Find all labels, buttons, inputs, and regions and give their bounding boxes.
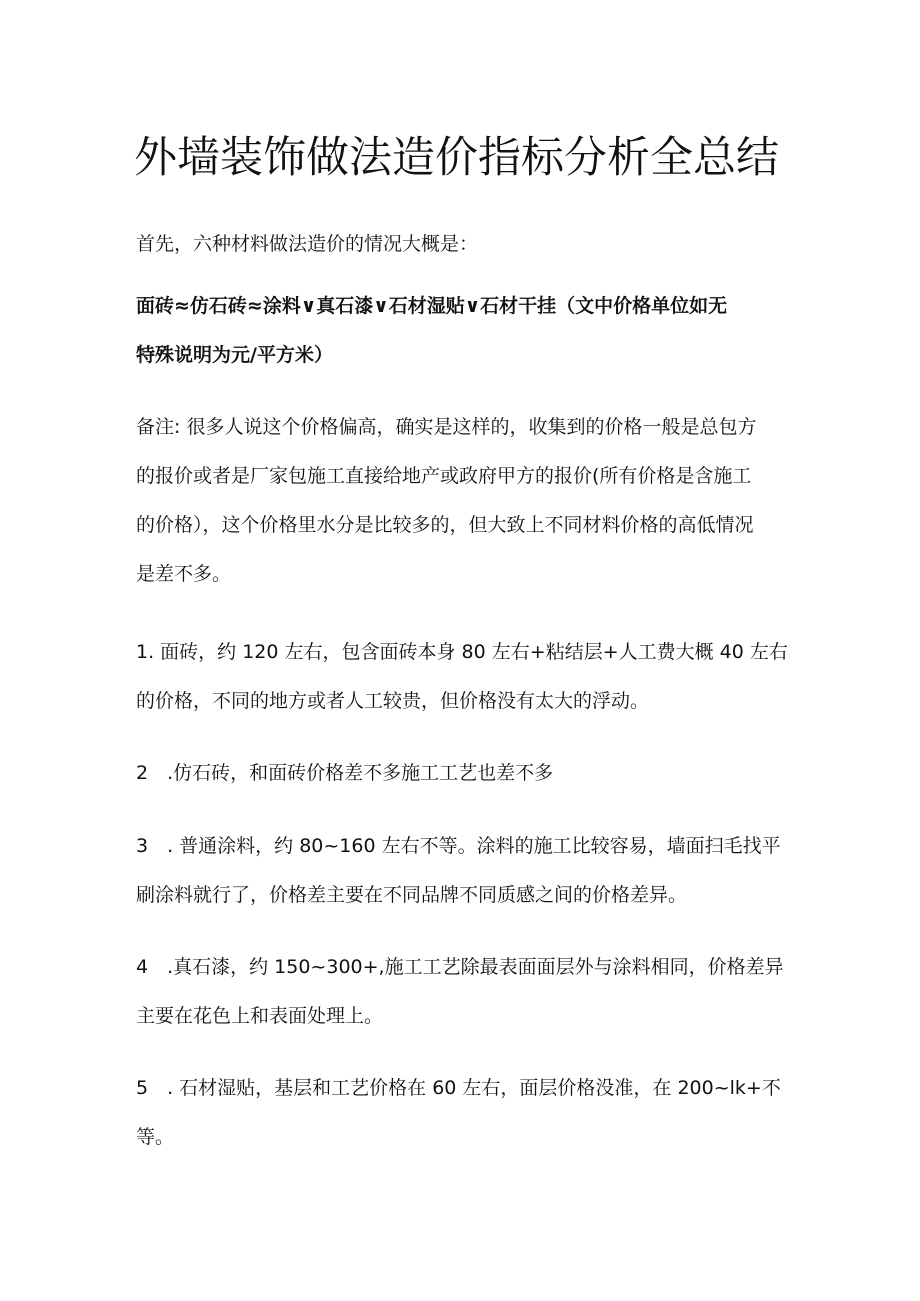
list-item-line: 的价格，不同的地方或者人工较贵，但价格没有太大的浮动。 xyxy=(136,690,650,712)
list-item-imitation-stone-tile xyxy=(136,753,796,802)
list-item-tile xyxy=(136,632,796,730)
list-item-line: 主要在花色上和表面处理上。 xyxy=(136,1005,384,1027)
list-item-paint xyxy=(136,826,796,924)
summary-line: 面砖≈仿石砖≈涂料∨真石漆∨石材湿贴∨石材干挂（文中价格单位如无 xyxy=(136,295,728,317)
list-item-line: 等。 xyxy=(136,1126,175,1148)
note-line: 的价格），这个价格里水分是比较多的，但大致上不同材料价格的高低情况 xyxy=(136,514,754,536)
list-item-line: 3 . 普通涂料，约 80~160 左右不等。涂料的施工比较容易，墙面扫毛找平 xyxy=(136,835,781,857)
list-item-line: 2 .仿石砖，和面砖价格差不多施工工艺也差不多 xyxy=(136,762,554,784)
note-line: 备注: 很多人说这个价格偏高，确实是这样的，收集到的价格一般是总包方 xyxy=(136,416,757,438)
document-title: 外墙装饰做法造价指标分析全总结 xyxy=(134,133,779,183)
list-item-stone-wet-paste xyxy=(136,1068,796,1166)
list-item-line: 5 . 石材湿贴，基层和工艺价格在 60 左右，面层价格没准，在 200~lk+不 xyxy=(136,1077,781,1099)
note-paragraph xyxy=(136,407,796,603)
list-item-line: 4 .真石漆，约 150~300+,施工工艺除最表面面层外与涂料相同，价格差异 xyxy=(136,956,784,978)
list-item-line: 1. 面砖，约 120 左右，包含面砖本身 80 左右+粘结层+人工费大概 40 左右 xyxy=(136,641,788,663)
note-line: 的报价或者是厂家包施工直接给地产或政府甲方的报价(所有价格是含施工 xyxy=(136,465,752,487)
summary-paragraph xyxy=(136,286,796,384)
intro-line: 首先，六种材料做法造价的情况大概是： xyxy=(136,233,479,255)
list-item-line: 刷涂料就行了，价格差主要在不同品牌不同质感之间的价格差异。 xyxy=(136,884,688,906)
intro-paragraph xyxy=(136,224,796,273)
summary-line: 特殊说明为元/平方米） xyxy=(136,344,333,366)
note-line: 是差不多。 xyxy=(136,563,232,585)
list-item-stone-paint xyxy=(136,947,796,1045)
